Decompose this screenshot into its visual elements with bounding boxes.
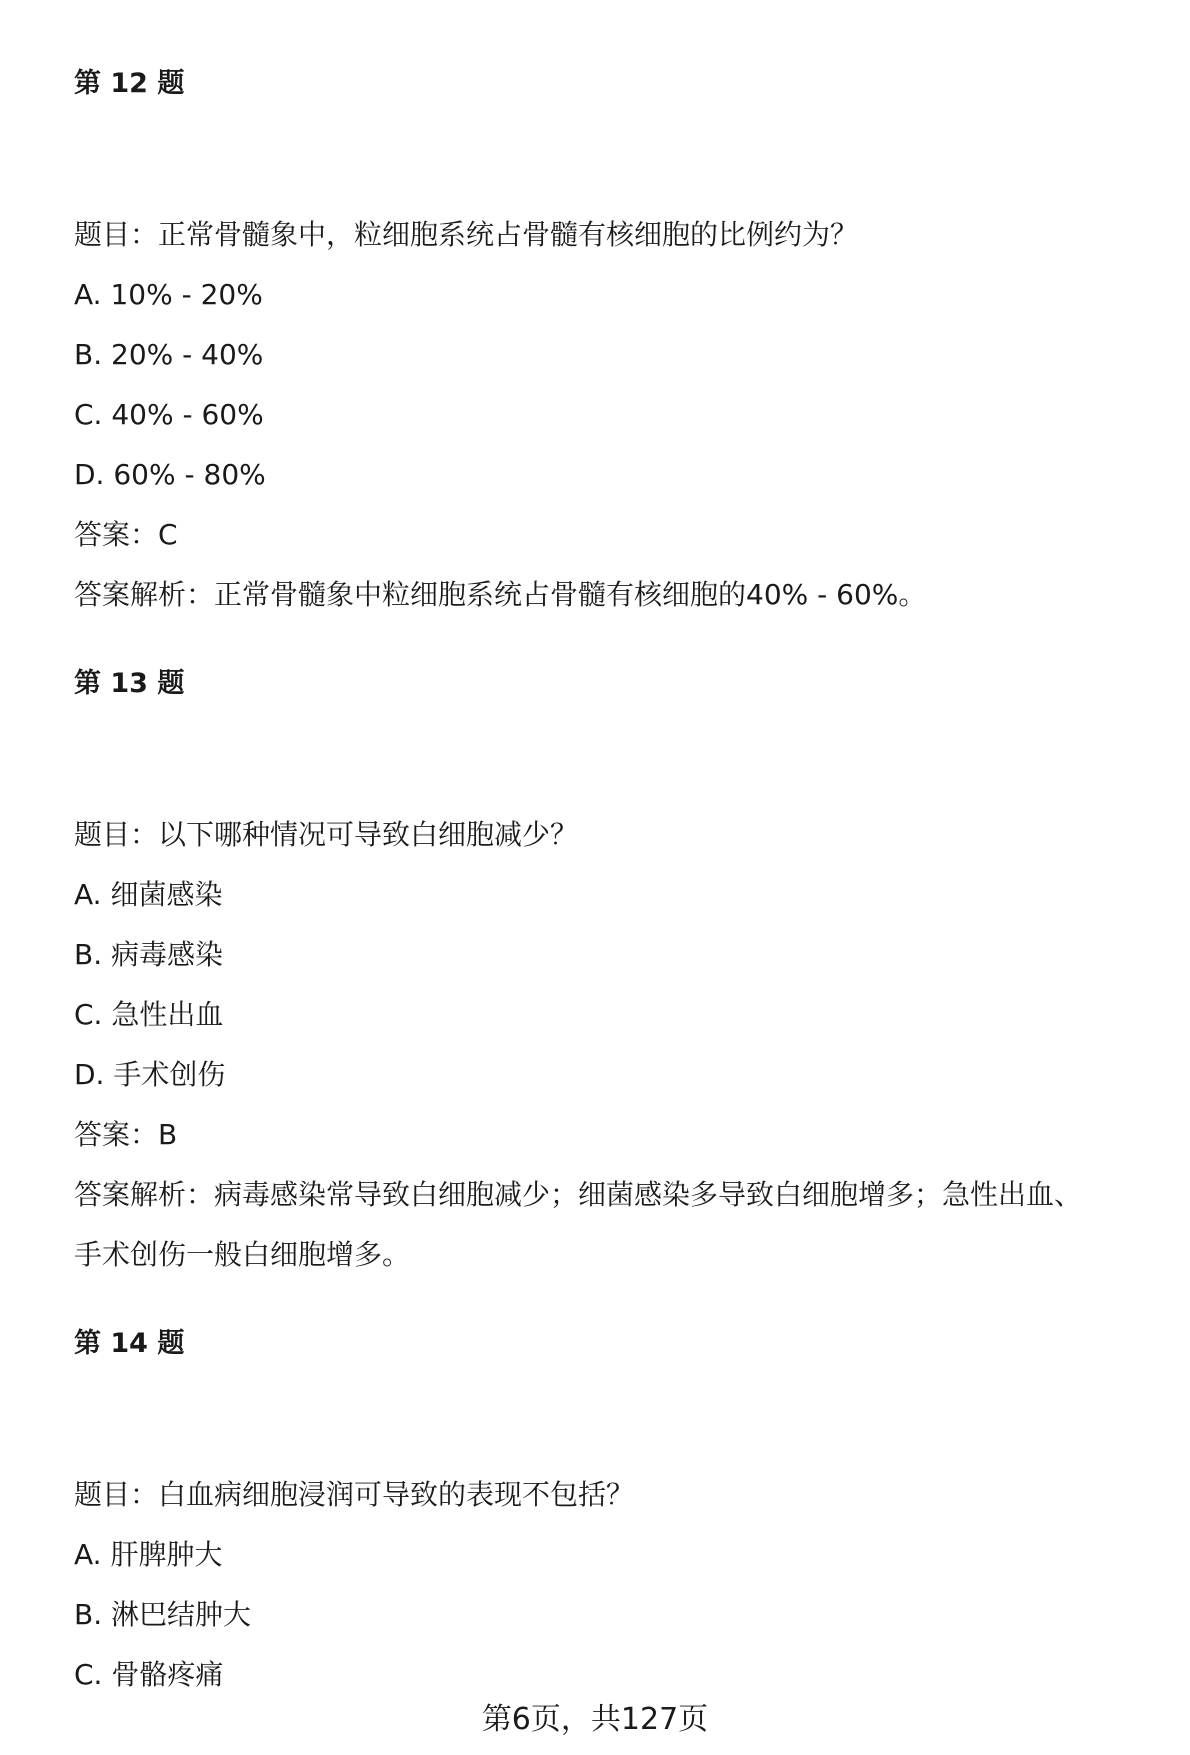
question-13-option-b: B. 病毒感染 bbox=[74, 938, 224, 971]
question-14-stem: 题目：白血病细胞浸润可导致的表现不包括？ bbox=[74, 1478, 635, 1511]
question-12-answer: 答案：C bbox=[74, 518, 178, 551]
question-13-option-c: C. 急性出血 bbox=[74, 998, 224, 1031]
question-12-option-b: B. 20% - 40% bbox=[74, 338, 264, 371]
question-14-option-b: B. 淋巴结肿大 bbox=[74, 1598, 252, 1631]
question-14-option-c: C. 骨骼疼痛 bbox=[74, 1658, 224, 1691]
question-12-stem: 题目：正常骨髓象中，粒细胞系统占骨髓有核细胞的比例约为？ bbox=[74, 218, 859, 251]
question-14-title: 第 14 题 bbox=[74, 1328, 185, 1359]
question-13-option-a: A. 细菌感染 bbox=[74, 878, 223, 911]
question-13-answer: 答案：B bbox=[74, 1118, 178, 1151]
question-13-stem: 题目：以下哪种情况可导致白细胞减少？ bbox=[74, 818, 579, 851]
question-14-option-a: A. 肝脾肿大 bbox=[74, 1538, 223, 1571]
question-12-option-c: C. 40% - 60% bbox=[74, 398, 264, 431]
question-12-option-a: A. 10% - 20% bbox=[74, 278, 263, 311]
question-12-analysis: 答案解析：正常骨髓象中粒细胞系统占骨髓有核细胞的40% - 60%。 bbox=[74, 578, 927, 611]
question-13-title: 第 13 题 bbox=[74, 668, 185, 699]
question-13-analysis-line-2: 手术创伤一般白细胞增多。 bbox=[74, 1238, 411, 1271]
question-12-option-d: D. 60% - 80% bbox=[74, 458, 266, 491]
question-13-option-d: D. 手术创伤 bbox=[74, 1058, 226, 1091]
question-12-title: 第 12 题 bbox=[74, 68, 185, 99]
page-number-footer: 第6页，共127页 bbox=[481, 1702, 709, 1737]
question-13-analysis-line-1: 答案解析：病毒感染常导致白细胞减少；细菌感染多导致白细胞增多；急性出血、 bbox=[74, 1178, 1083, 1211]
